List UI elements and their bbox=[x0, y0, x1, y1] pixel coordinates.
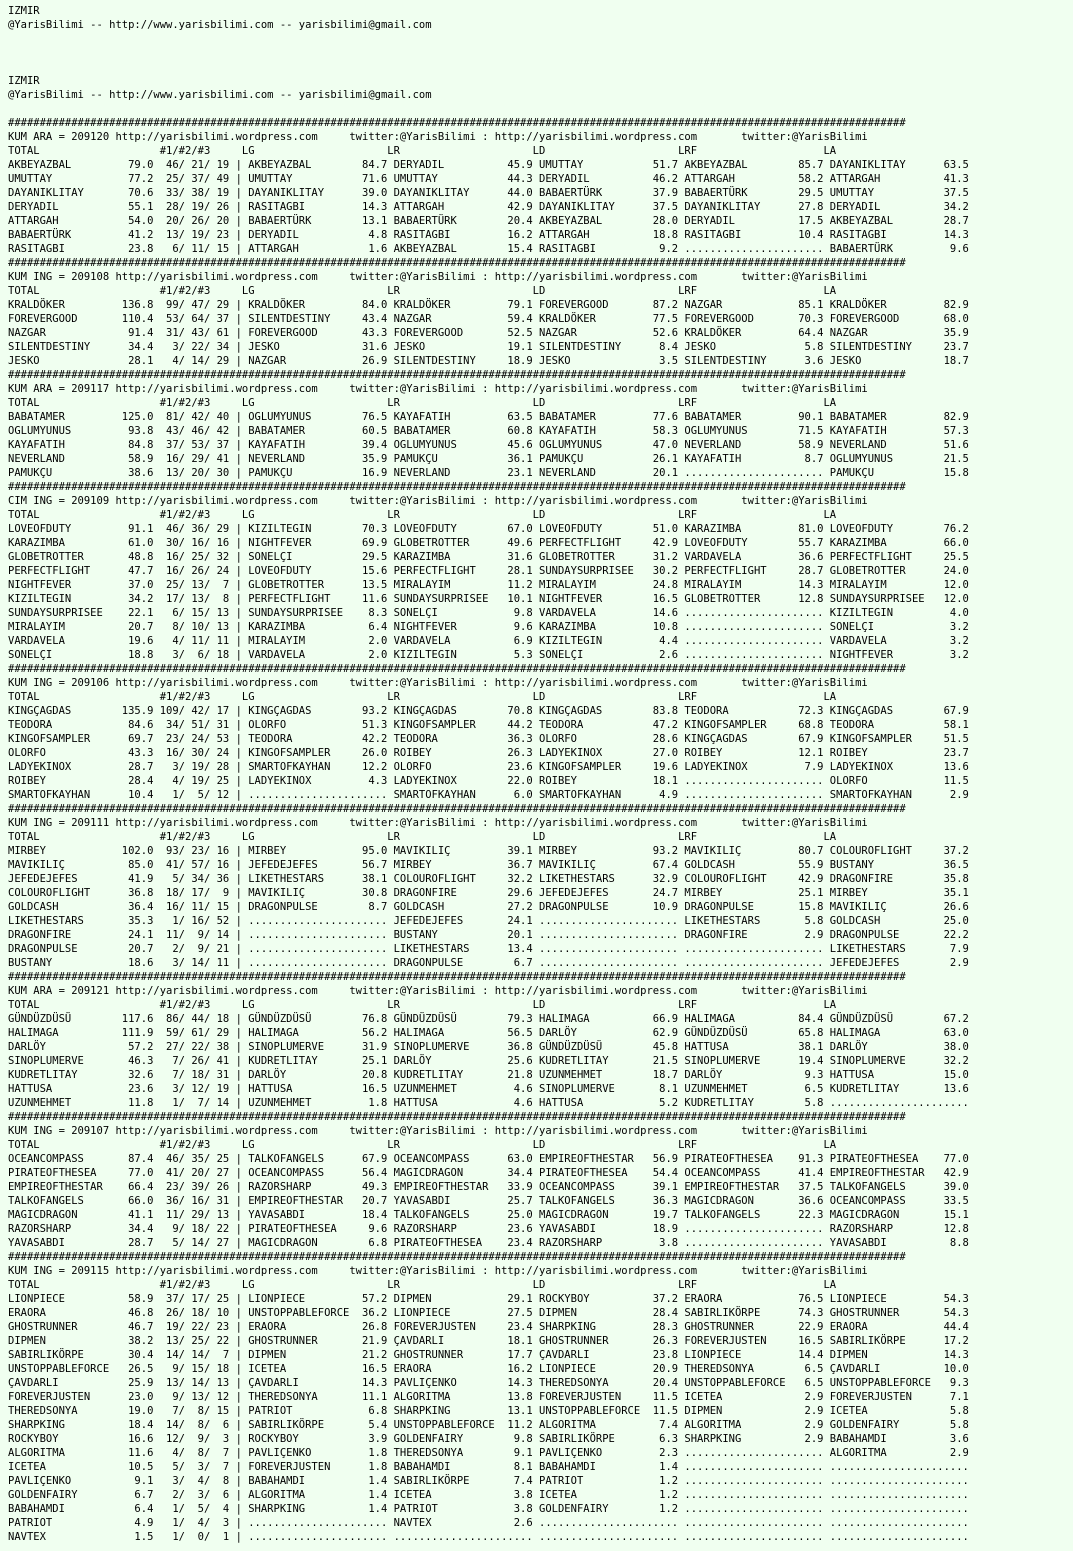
race-title: KUM ING = 209106 http://yarisbilimi.wordpress.com twitter:@YarisBilimi : http://yarisbilimi.wordpress.com twitter:@YarisBilimi bbox=[8, 677, 868, 689]
race-row: ALGORITMA 11.6 4/ 8/ 7 | PAVLIÇENKO 1.8 THEREDSONYA 9.1 PAVLIÇENKO 2.3 ...................... ALGORITMA 2.9 bbox=[8, 1447, 969, 1459]
race-row: BUSTANY 18.6 3/ 14/ 11 | ...................... DRAGONPULSE 6.7 ...................... ...................... JEFEDEJEFES 2.9 bbox=[8, 957, 969, 969]
column-header: TOTAL #1/#2/#3 LG LR LD LRF LA bbox=[8, 691, 837, 703]
header-line bbox=[8, 60, 1073, 74]
race-row: YAVASABDI 28.7 5/ 14/ 27 | MAGICDRAGON 6.8 PIRATEOFTHESEA 23.4 RAZORSHARP 3.8 ...................... YAVASABDI 8.8 bbox=[8, 1237, 969, 1249]
race-row: PATRIOT 4.9 1/ 4/ 3 | ...................... NAVTEX 2.6 ...................... ...................... ...................... bbox=[8, 1517, 969, 1529]
race-row: KAYAFATIH 84.8 37/ 53/ 37 | KAYAFATIH 39.4 OGLUMYUNUS 45.6 OGLUMYUNUS 47.0 NEVERLAND 58.9 NEVERLAND 51.6 bbox=[8, 439, 969, 451]
race-row: AKBEYAZBAL 79.0 46/ 21/ 19 | AKBEYAZBAL 84.7 DERYADIL 45.9 UMUTTAY 51.7 AKBEYAZBAL 85.7 DAYANIKLITAY 63.5 bbox=[8, 159, 969, 171]
race-row: HALIMAGA 111.9 59/ 61/ 29 | HALIMAGA 56.2 HALIMAGA 56.5 DARLÖY 62.9 GÜNDÜZDÜSÜ 65.8 HALIMAGA 63.0 bbox=[8, 1027, 969, 1039]
column-header: TOTAL #1/#2/#3 LG LR LD LRF LA bbox=[8, 397, 837, 409]
header-line: @YarisBilimi -- http://www.yarisbilimi.com -- yarisbilimi@gmail.com bbox=[8, 19, 432, 31]
race-row: BABATAMER 125.0 81/ 42/ 40 | OGLUMYUNUS 76.5 KAYAFATIH 63.5 BABATAMER 77.6 BABATAMER 90.1 BABATAMER 82.9 bbox=[8, 411, 969, 423]
race-row: DIPMEN 38.2 13/ 25/ 22 | GHOSTRUNNER 21.9 ÇAVDARLI 18.1 GHOSTRUNNER 26.3 FOREVERJUSTEN 16.5 SABIRLIKÖRPE 17.2 bbox=[8, 1335, 969, 1347]
separator-line: ############################################################################################################################################## bbox=[8, 803, 906, 815]
column-header: TOTAL #1/#2/#3 LG LR LD LRF LA bbox=[8, 1279, 837, 1291]
race-row: PAVLIÇENKO 9.1 3/ 4/ 8 | BABAHAMDI 1.4 SABIRLIKÖRPE 7.4 PATRIOT 1.2 ...................... ...................... bbox=[8, 1475, 969, 1487]
race-row: ICETEA 10.5 5/ 3/ 7 | FOREVERJUSTEN 1.8 BABAHAMDI 8.1 BABAHAMDI 1.4 ...................... ...................... bbox=[8, 1461, 969, 1473]
column-header: TOTAL #1/#2/#3 LG LR LD LRF LA bbox=[8, 831, 837, 843]
race-row: PAMUKÇU 38.6 13/ 20/ 30 | PAMUKÇU 16.9 NEVERLAND 23.1 NEVERLAND 20.1 ...................... PAMUKÇU 15.8 bbox=[8, 467, 969, 479]
race-row: UMUTTAY 77.2 25/ 37/ 49 | UMUTTAY 71.6 UMUTTAY 44.3 DERYADIL 46.2 ATTARGAH 58.2 ATTARGAH 41.3 bbox=[8, 173, 969, 185]
race-row: DERYADIL 55.1 28/ 19/ 26 | RASITAGBI 14.3 ATTARGAH 42.9 DAYANIKLITAY 37.5 DAYANIKLITAY 27.8 DERYADIL 34.2 bbox=[8, 201, 969, 213]
race-row: KINGÇAGDAS 135.9 109/ 42/ 17 | KINGÇAGDAS 93.2 KINGÇAGDAS 70.8 KINGÇAGDAS 83.8 TEODORA 72.3 KINGÇAGDAS 67.9 bbox=[8, 705, 969, 717]
race-row: GOLDENFAIRY 6.7 2/ 3/ 6 | ALGORITMA 1.4 ICETEA 3.8 ICETEA 1.2 ...................... ...................... bbox=[8, 1489, 969, 1501]
race-row: OLORFO 43.3 16/ 30/ 24 | KINGOFSAMPLER 26.0 ROIBEY 26.3 LADYEKINOX 27.0 ROIBEY 12.1 ROIBEY 23.7 bbox=[8, 747, 969, 759]
race-row: UZUNMEHMET 11.8 1/ 7/ 14 | UZUNMEHMET 1.8 HATTUSA 4.6 HATTUSA 5.2 KUDRETLITAY 5.8 ...................... bbox=[8, 1097, 969, 1109]
race-title: KUM ARA = 209121 http://yarisbilimi.wordpress.com twitter:@YarisBilimi : http://yarisbilimi.wordpress.com twitter:@YarisBilimi bbox=[8, 985, 868, 997]
race-row: RASITAGBI 23.8 6/ 11/ 15 | ATTARGAH 1.6 AKBEYAZBAL 15.4 RASITAGBI 9.2 ...................... BABAERTÜRK 9.6 bbox=[8, 243, 969, 255]
race-title: KUM ING = 209107 http://yarisbilimi.wordpress.com twitter:@YarisBilimi : http://yarisbilimi.wordpress.com twitter:@YarisBilimi bbox=[8, 1125, 868, 1137]
race-row: FOREVERJUSTEN 23.0 9/ 13/ 12 | THEREDSONYA 11.1 ALGORITMA 13.8 FOREVERJUSTEN 11.5 ICETEA 2.9 FOREVERJUSTEN 7.1 bbox=[8, 1391, 969, 1403]
race-row: TEODORA 84.6 34/ 51/ 31 | OLORFO 51.3 KINGOFSAMPLER 44.2 TEODORA 47.2 KINGOFSAMPLER 68.8 TEODORA 58.1 bbox=[8, 719, 969, 731]
separator-line: ############################################################################################################################################## bbox=[8, 971, 906, 983]
race-row: EMPIREOFTHESTAR 66.4 23/ 39/ 26 | RAZORSHARP 49.3 EMPIREOFTHESTAR 33.9 OCEANCOMPASS 39.1 EMPIREOFTHESTAR 37.5 TALKOFANGELS 39.0 bbox=[8, 1181, 969, 1193]
race-row: KUDRETLITAY 32.6 7/ 18/ 31 | DARLÖY 20.8 KUDRETLITAY 21.8 UZUNMEHMET 18.7 DARLÖY 9.3 HATTUSA 15.0 bbox=[8, 1069, 969, 1081]
separator-line: ############################################################################################################################################## bbox=[8, 1251, 906, 1263]
separator-line: ############################################################################################################################################## bbox=[8, 663, 906, 675]
race-row: KIZILTEGIN 34.2 17/ 13/ 8 | PERFECTFLIGHT 11.6 SUNDAYSURPRISEE 10.1 NIGHTFEVER 16.5 GLOBETROTTER 12.8 SUNDAYSURPRISEE 12.0 bbox=[8, 593, 969, 605]
race-row: COLOUROFLIGHT 36.8 18/ 17/ 9 | MAVIKILIÇ 30.8 DRAGONFIRE 29.6 JEFEDEJEFES 24.7 MIRBEY 25.1 MIRBEY 35.1 bbox=[8, 887, 969, 899]
race-row: SINOPLUMERVE 46.3 7/ 26/ 41 | KUDRETLITAY 25.1 DARLÖY 25.6 KUDRETLITAY 21.5 SINOPLUMERVE 19.4 SINOPLUMERVE 32.2 bbox=[8, 1055, 969, 1067]
header-line: @YarisBilimi -- http://www.yarisbilimi.com -- yarisbilimi@gmail.com bbox=[8, 89, 432, 101]
race-row: SONELÇI 18.8 3/ 6/ 18 | VARDAVELA 2.0 KIZILTEGIN 5.3 SONELÇI 2.6 ...................... NIGHTFEVER 3.2 bbox=[8, 649, 969, 661]
race-title: KUM ING = 209108 http://yarisbilimi.wordpress.com twitter:@YarisBilimi : http://yarisbilimi.wordpress.com twitter:@YarisBilimi bbox=[8, 271, 868, 283]
race-row: THEREDSONYA 19.0 7/ 8/ 15 | PATRIOT 6.8 SHARPKING 13.1 UNSTOPPABLEFORCE 11.5 DIPMEN 2.9 ICETEA 5.8 bbox=[8, 1405, 969, 1417]
separator-line: ############################################################################################################################################## bbox=[8, 1111, 906, 1123]
race-row: LOVEOFDUTY 91.1 46/ 36/ 29 | KIZILTEGIN 70.3 LOVEOFDUTY 67.0 LOVEOFDUTY 51.0 KARAZIMBA 81.0 LOVEOFDUTY 76.2 bbox=[8, 523, 969, 535]
race-row: MAVIKILIÇ 85.0 41/ 57/ 16 | JEFEDEJEFES 56.7 MIRBEY 36.7 MAVIKILIÇ 67.4 GOLDCASH 55.9 BUSTANY 36.5 bbox=[8, 859, 969, 871]
header-line bbox=[8, 32, 1073, 46]
race-row: SILENTDESTINY 34.4 3/ 22/ 34 | JESKO 31.6 JESKO 19.1 SILENTDESTINY 8.4 JESKO 5.8 SILENTDESTINY 23.7 bbox=[8, 341, 969, 353]
race-title: CIM ING = 209109 http://yarisbilimi.wordpress.com twitter:@YarisBilimi : http://yarisbilimi.wordpress.com twitter:@YarisBilimi bbox=[8, 495, 868, 507]
header-line: IZMIR bbox=[8, 75, 40, 87]
race-row: GLOBETROTTER 48.8 16/ 25/ 32 | SONELÇI 29.5 KARAZIMBA 31.6 GLOBETROTTER 31.2 VARDAVELA 36.6 PERFECTFLIGHT 25.5 bbox=[8, 551, 969, 563]
race-row: LIONPIECE 58.9 37/ 17/ 25 | LIONPIECE 57.2 DIPMEN 29.1 ROCKYBOY 37.2 ERAORA 76.5 LIONPIECE 54.3 bbox=[8, 1293, 969, 1305]
race-row: KRALDÖKER 136.8 99/ 47/ 29 | KRALDÖKER 84.0 KRALDÖKER 79.1 FOREVERGOOD 87.2 NAZGAR 85.1 KRALDÖKER 82.9 bbox=[8, 299, 969, 311]
column-header: TOTAL #1/#2/#3 LG LR LD LRF LA bbox=[8, 999, 837, 1011]
race-row: MAGICDRAGON 41.1 11/ 29/ 13 | YAVASABDI 18.4 TALKOFANGELS 25.0 MAGICDRAGON 19.7 TALKOFANGELS 22.3 MAGICDRAGON 15.1 bbox=[8, 1209, 969, 1221]
race-row: DAYANIKLITAY 70.6 33/ 38/ 19 | DAYANIKLITAY 39.0 DAYANIKLITAY 44.0 BABAERTÜRK 37.9 BABAERTÜRK 29.5 UMUTTAY 37.5 bbox=[8, 187, 969, 199]
column-header: TOTAL #1/#2/#3 LG LR LD LRF LA bbox=[8, 285, 837, 297]
race-row: ERAORA 46.8 26/ 18/ 10 | UNSTOPPABLEFORCE 36.2 LIONPIECE 27.5 DIPMEN 28.4 SABIRLIKÖRPE 74.3 GHOSTRUNNER 54.3 bbox=[8, 1307, 969, 1319]
header-line bbox=[8, 102, 1073, 116]
race-title: KUM ING = 209115 http://yarisbilimi.wordpress.com twitter:@YarisBilimi : http://yarisbilimi.wordpress.com twitter:@YarisBilimi bbox=[8, 1265, 868, 1277]
race-row: OGLUMYUNUS 93.8 43/ 46/ 42 | BABATAMER 60.5 BABATAMER 60.8 KAYAFATIH 58.3 OGLUMYUNUS 71.5 KAYAFATIH 57.3 bbox=[8, 425, 969, 437]
race-row: HATTUSA 23.6 3/ 12/ 19 | HATTUSA 16.5 UZUNMEHMET 4.6 SINOPLUMERVE 8.1 UZUNMEHMET 6.5 KUDRETLITAY 13.6 bbox=[8, 1083, 969, 1095]
race-row: SMARTOFKAYHAN 10.4 1/ 5/ 12 | ...................... SMARTOFKAYHAN 6.0 SMARTOFKAYHAN 4.9 ...................... SMARTOFKAYHAN 2.9 bbox=[8, 789, 969, 801]
race-row: JEFEDEJEFES 41.9 5/ 34/ 36 | LIKETHESTARS 38.1 COLOUROFLIGHT 32.2 LIKETHESTARS 32.9 COLOUROFLIGHT 42.9 DRAGONFIRE 35.8 bbox=[8, 873, 969, 885]
race-row: ÇAVDARLI 25.9 13/ 14/ 13 | ÇAVDARLI 14.3 PAVLIÇENKO 14.3 THEREDSONYA 20.4 UNSTOPPABLEFORCE 6.5 UNSTOPPABLEFORCE 9.3 bbox=[8, 1377, 969, 1389]
separator-line: ############################################################################################################################################## bbox=[8, 369, 906, 381]
race-row: LADYEKINOX 28.7 3/ 19/ 28 | SMARTOFKAYHAN 12.2 OLORFO 23.6 KINGOFSAMPLER 19.6 LADYEKINOX 7.9 LADYEKINOX 13.6 bbox=[8, 761, 969, 773]
race-row: BABAERTÜRK 41.2 13/ 19/ 23 | DERYADIL 4.8 RASITAGBI 16.2 ATTARGAH 18.8 RASITAGBI 10.4 RASITAGBI 14.3 bbox=[8, 229, 969, 241]
race-row: SUNDAYSURPRISEE 22.1 6/ 15/ 13 | SUNDAYSURPRISEE 8.3 SONELÇI 9.8 VARDAVELA 14.6 ...................... KIZILTEGIN 4.0 bbox=[8, 607, 969, 619]
race-title: KUM ARA = 209117 http://yarisbilimi.wordpress.com twitter:@YarisBilimi : http://yarisbilimi.wordpress.com twitter:@YarisBilimi bbox=[8, 383, 868, 395]
race-row: ROCKYBOY 16.6 12/ 9/ 3 | ROCKYBOY 3.9 GOLDENFAIRY 9.8 SABIRLIKÖRPE 6.3 SHARPKING 2.9 BABAHAMDI 3.6 bbox=[8, 1433, 969, 1445]
race-row: DRAGONFIRE 24.1 11/ 9/ 14 | ...................... BUSTANY 20.1 ...................... DRAGONFIRE 2.9 DRAGONPULSE 22.2 bbox=[8, 929, 969, 941]
separator-line: ############################################################################################################################################## bbox=[8, 481, 906, 493]
race-row: LIKETHESTARS 35.3 1/ 16/ 52 | ...................... JEFEDEJEFES 24.1 ...................... LIKETHESTARS 5.8 GOLDCASH 25.0 bbox=[8, 915, 969, 927]
column-header: TOTAL #1/#2/#3 LG LR LD LRF LA bbox=[8, 1139, 837, 1151]
race-row: NIGHTFEVER 37.0 25/ 13/ 7 | GLOBETROTTER 13.5 MIRALAYIM 11.2 MIRALAYIM 24.8 MIRALAYIM 14.3 MIRALAYIM 12.0 bbox=[8, 579, 969, 591]
race-row: NAZGAR 91.4 31/ 43/ 61 | FOREVERGOOD 43.3 FOREVERGOOD 52.5 NAZGAR 52.6 KRALDÖKER 64.4 NAZGAR 35.9 bbox=[8, 327, 969, 339]
race-row: DARLÖY 57.2 27/ 22/ 38 | SINOPLUMERVE 31.9 SINOPLUMERVE 36.8 GÜNDÜZDÜSÜ 45.8 HATTUSA 38.1 DARLÖY 38.0 bbox=[8, 1041, 969, 1053]
race-row: ATTARGAH 54.0 20/ 26/ 20 | BABAERTÜRK 13.1 BABAERTÜRK 20.4 AKBEYAZBAL 28.0 DERYADIL 17.5 AKBEYAZBAL 28.7 bbox=[8, 215, 969, 227]
race-row: JESKO 28.1 4/ 14/ 29 | NAZGAR 26.9 SILENTDESTINY 18.9 JESKO 3.5 SILENTDESTINY 3.6 JESKO 18.7 bbox=[8, 355, 969, 367]
race-row: TALKOFANGELS 66.0 36/ 16/ 31 | EMPIREOFTHESTAR 20.7 YAVASABDI 25.7 TALKOFANGELS 36.3 MAGICDRAGON 36.6 OCEANCOMPASS 33.5 bbox=[8, 1195, 969, 1207]
race-row: GÜNDÜZDÜSÜ 117.6 86/ 44/ 18 | GÜNDÜZDÜSÜ 76.8 GÜNDÜZDÜSÜ 79.3 HALIMAGA 66.9 HALIMAGA 84.4 GÜNDÜZDÜSÜ 67.2 bbox=[8, 1013, 969, 1025]
race-row: UNSTOPPABLEFORCE 26.5 9/ 15/ 18 | ICETEA 16.5 ERAORA 16.2 LIONPIECE 20.9 THEREDSONYA 6.5 ÇAVDARLI 10.0 bbox=[8, 1363, 969, 1375]
race-row: OCEANCOMPASS 87.4 46/ 35/ 25 | TALKOFANGELS 67.9 OCEANCOMPASS 63.0 EMPIREOFTHESTAR 56.9 PIRATEOFTHESEA 91.3 PIRATEOFTHESEA 77.0 bbox=[8, 1153, 969, 1165]
race-title: KUM ARA = 209120 http://yarisbilimi.wordpress.com twitter:@YarisBilimi : http://yarisbilimi.wordpress.com twitter:@YarisBilimi bbox=[8, 131, 868, 143]
race-row: NAVTEX 1.5 1/ 0/ 1 | ...................... ...................... ...................... ...................... ...................... bbox=[8, 1531, 969, 1543]
race-row: ROIBEY 28.4 4/ 19/ 25 | LADYEKINOX 4.3 LADYEKINOX 22.0 ROIBEY 18.1 ...................... OLORFO 11.5 bbox=[8, 775, 969, 787]
race-row: PIRATEOFTHESEA 77.0 41/ 20/ 27 | OCEANCOMPASS 56.4 MAGICDRAGON 34.4 PIRATEOFTHESEA 54.4 OCEANCOMPASS 41.4 EMPIREOFTHESTAR 42.9 bbox=[8, 1167, 969, 1179]
race-title: KUM ING = 209111 http://yarisbilimi.wordpress.com twitter:@YarisBilimi : http://yarisbilimi.wordpress.com twitter:@YarisBilimi bbox=[8, 817, 868, 829]
race-row: FOREVERGOOD 110.4 53/ 64/ 37 | SILENTDESTINY 43.4 NAZGAR 59.4 KRALDÖKER 77.5 FOREVERGOOD 70.3 FOREVERGOOD 68.0 bbox=[8, 313, 969, 325]
header-line bbox=[8, 46, 1073, 60]
race-row: SABIRLIKÖRPE 30.4 14/ 14/ 7 | DIPMEN 21.2 GHOSTRUNNER 17.7 ÇAVDARLI 23.8 LIONPIECE 14.4 DIPMEN 14.3 bbox=[8, 1349, 969, 1361]
race-row: GHOSTRUNNER 46.7 19/ 22/ 23 | ERAORA 26.8 FOREVERJUSTEN 23.4 SHARPKING 28.3 GHOSTRUNNER 22.9 ERAORA 44.4 bbox=[8, 1321, 969, 1333]
race-row: GOLDCASH 36.4 16/ 11/ 15 | DRAGONPULSE 8.7 GOLDCASH 27.2 DRAGONPULSE 10.9 DRAGONPULSE 15.8 MAVIKILIÇ 26.6 bbox=[8, 901, 969, 913]
race-row: BABAHAMDI 6.4 1/ 5/ 4 | SHARPKING 1.4 PATRIOT 3.8 GOLDENFAIRY 1.2 ...................... ...................... bbox=[8, 1503, 969, 1515]
race-row: PERFECTFLIGHT 47.7 16/ 26/ 24 | LOVEOFDUTY 15.6 PERFECTFLIGHT 28.1 SUNDAYSURPRISEE 30.2 PERFECTFLIGHT 28.7 GLOBETROTTER 24.0 bbox=[8, 565, 969, 577]
race-row: KARAZIMBA 61.0 30/ 16/ 16 | NIGHTFEVER 69.9 GLOBETROTTER 49.6 PERFECTFLIGHT 42.9 LOVEOFDUTY 55.7 KARAZIMBA 66.0 bbox=[8, 537, 969, 549]
race-row: NEVERLAND 58.9 16/ 29/ 41 | NEVERLAND 35.9 PAMUKÇU 36.1 PAMUKÇU 26.1 KAYAFATIH 8.7 OGLUMYUNUS 21.5 bbox=[8, 453, 969, 465]
race-row: RAZORSHARP 34.4 9/ 18/ 22 | PIRATEOFTHESEA 9.6 RAZORSHARP 23.6 YAVASABDI 18.9 ...................... RAZORSHARP 12.8 bbox=[8, 1223, 969, 1235]
header-line: IZMIR bbox=[8, 5, 40, 17]
column-header: TOTAL #1/#2/#3 LG LR LD LRF LA bbox=[8, 145, 837, 157]
separator-line: ############################################################################################################################################## bbox=[8, 257, 906, 269]
separator-line: ############################################################################################################################################## bbox=[8, 117, 906, 129]
race-row: VARDAVELA 19.6 4/ 11/ 11 | MIRALAYIM 2.0 VARDAVELA 6.9 KIZILTEGIN 4.4 ...................... VARDAVELA 3.2 bbox=[8, 635, 969, 647]
race-row: MIRBEY 102.0 93/ 23/ 16 | MIRBEY 95.0 MAVIKILIÇ 39.1 MIRBEY 93.2 MAVIKILIÇ 80.7 COLOUROFLIGHT 37.2 bbox=[8, 845, 969, 857]
race-row: MIRALAYIM 20.7 8/ 10/ 13 | KARAZIMBA 6.4 NIGHTFEVER 9.6 KARAZIMBA 10.8 ...................... SONELÇI 3.2 bbox=[8, 621, 969, 633]
column-header: TOTAL #1/#2/#3 LG LR LD LRF LA bbox=[8, 509, 837, 521]
race-row: KINGOFSAMPLER 69.7 23/ 24/ 53 | TEODORA 42.2 TEODORA 36.3 OLORFO 28.6 KINGÇAGDAS 67.9 KINGOFSAMPLER 51.5 bbox=[8, 733, 969, 745]
race-row: DRAGONPULSE 20.7 2/ 9/ 21 | ...................... LIKETHESTARS 13.4 ...................... ...................... LIKETHESTARS 7.9 bbox=[8, 943, 969, 955]
race-row: SHARPKING 18.4 14/ 8/ 6 | SABIRLIKÖRPE 5.4 UNSTOPPABLEFORCE 11.2 ALGORITMA 7.4 ALGORITMA 2.9 GOLDENFAIRY 5.8 bbox=[8, 1419, 969, 1431]
